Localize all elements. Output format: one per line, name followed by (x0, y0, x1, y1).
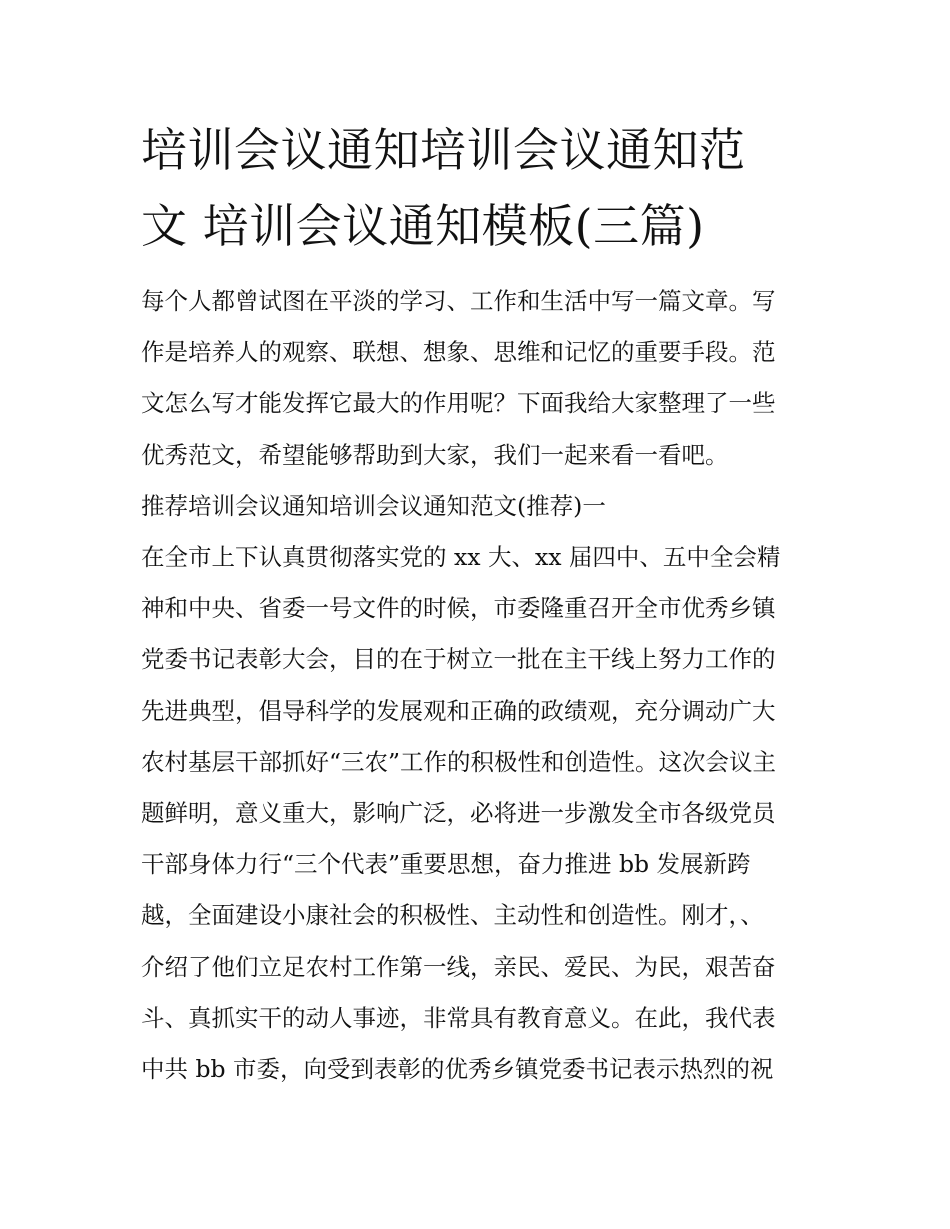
body-line: 题鲜明，意义重大，影响广泛，必将进一步激发全市各级党员 (141, 799, 776, 828)
body-line: 农村基层干部抓好“三农”工作的积极性和创造性。这次会议主 (141, 747, 777, 776)
body-line: 干部身体力行“三个代表”重要思想，奋力推进 bb 发展新跨 (141, 850, 751, 879)
body-line: 斗、真抓实干的动人事迹，非常具有教育意义。在此，我代表 (141, 1003, 776, 1032)
body-line: 先进典型，倡导科学的发展观和正确的政绩观，充分调动广大 (141, 696, 776, 725)
intro-line: 作是培养人的观察、联想、想象、思维和记忆的重要手段。范 (141, 338, 776, 367)
title-line: 文 培训会议通知模板(三篇) (141, 199, 705, 253)
intro-line: 每个人都曾试图在平淡的学习、工作和生活中写一篇文章。写 (141, 287, 776, 315)
body-line: 中共 bb 市委，向受到表彰的优秀乡镇党委书记表示热烈的祝 (141, 1055, 774, 1084)
intro-line: 优秀范文，希望能够帮助到大家，我们一起来看一看吧。 (141, 440, 729, 469)
title-line: 培训会议通知培训会议通知范 (141, 123, 746, 177)
document-title (141, 112, 813, 264)
body-line: 神和中央、省委一号文件的时候，市委隆重召开全市优秀乡镇 (141, 594, 776, 623)
intro-line: 文怎么写才能发挥它最大的作用呢？下面我给大家整理了一些 (141, 389, 776, 418)
section-heading: 推荐培训会议通知培训会议通知范文(推荐)一 (141, 491, 606, 520)
body-line: 在全市上下认真贯彻落实党的 xx 大、xx 届四中、五中全会精 (141, 543, 781, 572)
body-line: 越，全面建设小康社会的积极性、主动性和创造性。刚才，、 (141, 901, 764, 930)
document-body (141, 276, 813, 1095)
body-line: 党委书记表彰大会，目的在于树立一批在主干线上努力工作的 (141, 645, 776, 674)
document-page (141, 112, 813, 1095)
body-line: 介绍了他们立足农村工作第一线，亲民、爱民、为民，艰苦奋 (141, 952, 776, 981)
